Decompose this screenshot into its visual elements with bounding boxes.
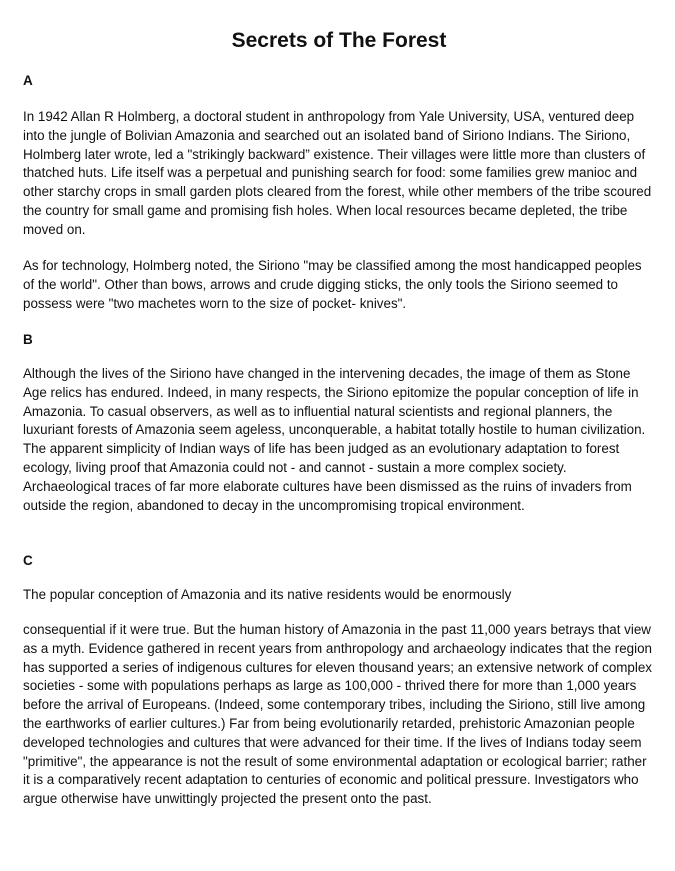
document-title: Secrets of The Forest [231,29,447,52]
section-letter-c: C [23,553,33,568]
paragraph-c-1: The popular conception of Amazonia and its native residents would be enormously [23,587,512,602]
section-letter-a: A [23,73,33,88]
section-letter-b: B [23,332,33,347]
paragraph-b-1: Although the lives of the Siriono have changed in the intervening decades, the image of them as Stone Age relics has endured. Indeed, in many respects, the Siriono epitomize the popular conception of life in Amazonia. To casual observers, as well as to influential natural scientists and regional planners, the luxuriant forests of Amazonia seem ageless, unconquerable, a habitat totally hostile to human civilization. The apparent simplicity of Indian ways of life has been judged as an evolutionary adaptation to forest ecology, living proof that Amazonia could not - and cannot - sustain a more complex society. Archaeological traces of far more elaborate cultures have been dismissed as the ruins of invaders from outside the region, abandoned to decay in the uncompromising tropical environment. [23,366,646,513]
paragraph-a-1: In 1942 Allan R Holmberg, a doctoral student in anthropology from Yale University, USA, ventured deep into the jungle of Bolivian Amazonia and searched out an isolated band of Siriono Indians. The Siriono, Holmberg later wrote, led a "strikingly backward” existence. Their villages were little more than clusters of thatched huts. Life itself was a perpetual and punishing search for food: some families grew manioc and other starchy crops in small garden plots cleared from the forest, while other members of the tribe scoured the country for small game and promising fish holes. When local resources became depleted, the tribe moved on. [23,109,652,237]
paragraph-a-2: As for technology, Holmberg noted, the Siriono "may be classified among the most handicapped peoples of the world". Other than bows, arrows and crude digging sticks, the only tools the Siriono seemed to possess were "two machetes worn to the size of pocket- knives". [23,258,642,311]
paragraph-c-2: consequential if it were true. But the human history of Amazonia in the past 11,000 years betrays that view as a myth. Evidence gathered in recent years from anthropology and archaeology indicates that the region has supported a series of indigenous cultures for eleven thousand years; an extensive network of complex societies - some with populations perhaps as large as 100,000 - thrived there for more than 1,000 years before the arrival of Europeans. (Indeed, some contemporary tribes, including the Siriono, still live among the earthworks of earlier cultures.) Far from being evolutionarily retarded, prehistoric Amazonian people developed technologies and cultures that were advanced for their time. If the lives of Indians today seem "primitive", the appearance is not the result of some environmental adaptation or ecological barrier; rather it is a comparatively recent adaptation to centuries of economic and political pressure. Investigators who argue otherwise have unwittingly projected the present onto the past. [23,622,652,807]
